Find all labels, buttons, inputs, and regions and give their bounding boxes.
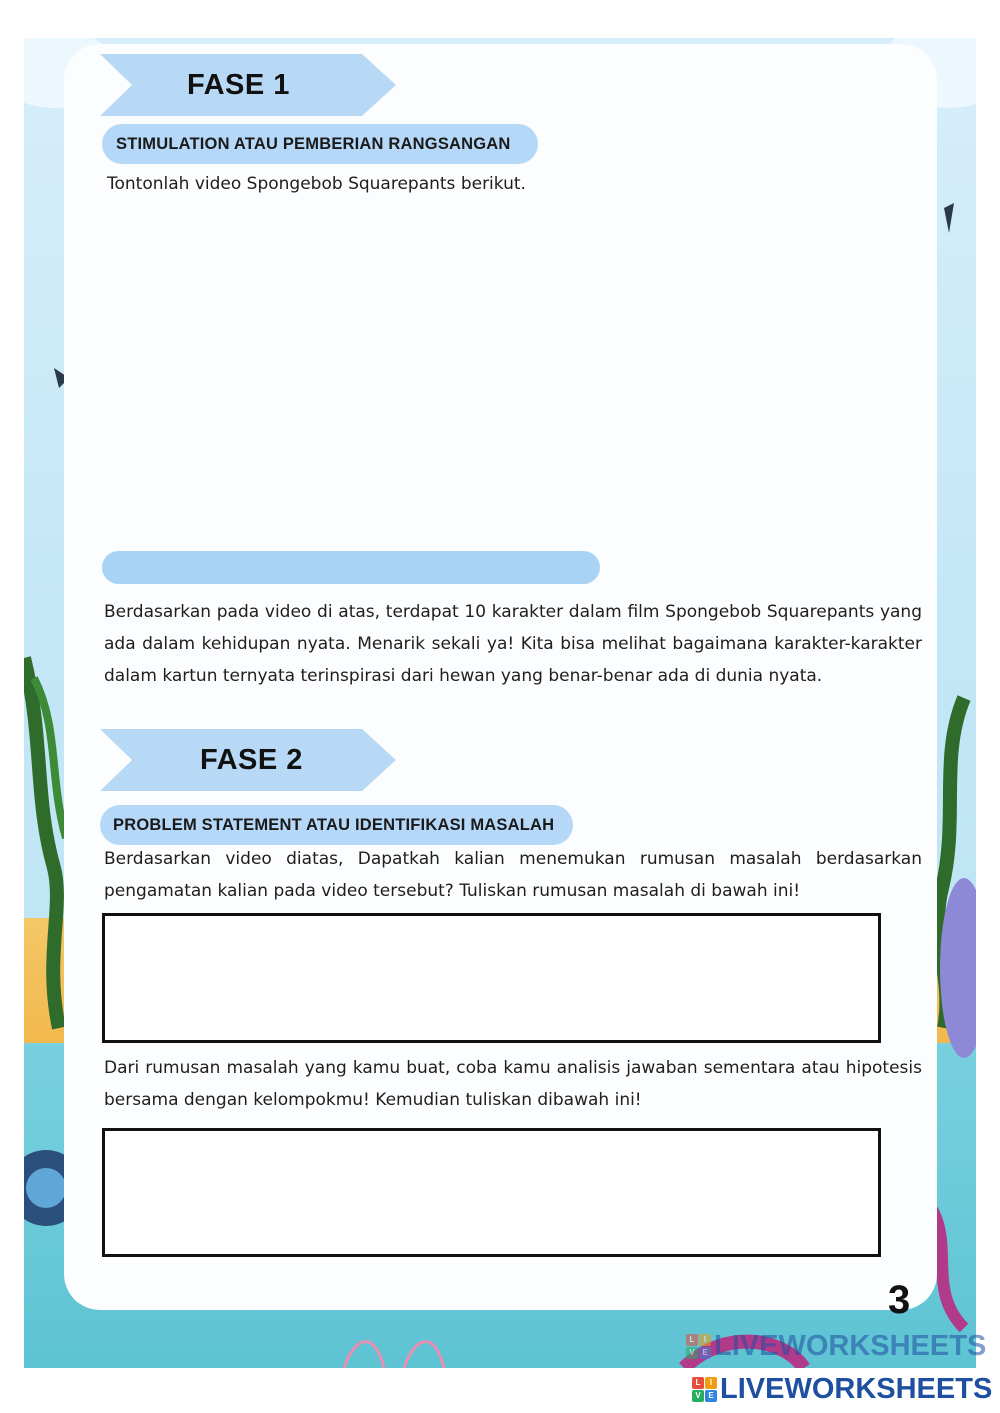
brand-logo-icon [692,1377,717,1402]
phase1-title: FASE 1 [187,69,290,101]
page-number: 3 [888,1278,911,1322]
video-embed[interactable] [104,208,924,538]
phase1-banner [100,54,396,116]
brand-logo-letter: I [699,1334,711,1346]
brand-logo-letter: V [686,1347,698,1359]
brand-logo-icon [686,1334,711,1359]
phase2-subtitle: PROBLEM STATEMENT ATAU IDENTIFIKASI MASALAH [100,805,573,845]
video-progress-bar[interactable] [102,551,600,584]
phase2-title: FASE 2 [200,744,303,776]
brand-logo-letter: I [705,1377,717,1389]
phase1-instruction: Tontonlah video Spongebob Squarepants berikut. [107,174,526,194]
phase1-subtitle: STIMULATION ATAU PEMBERIAN RANGSANGAN [102,124,538,164]
brand-name: LIVEWORKSHEETS [720,1373,993,1405]
brand-watermark [686,1330,986,1363]
phase2-question1: Berdasarkan video diatas, Dapatkah kalian menemukan rumusan masalah berdasarkan pengamatan kalian pada video tersebut? Tuliskan rumusan masalah di bawah ini! [104,849,922,901]
brand-logo-letter: E [699,1347,711,1359]
brand-logo-letter: L [686,1334,698,1346]
answer-box-problem-statement[interactable] [102,913,881,1043]
brand-logo-letter: V [692,1390,704,1402]
brand-name: LIVEWORKSHEETS [714,1330,987,1362]
answer-box-hypothesis[interactable] [102,1128,881,1257]
phase2-banner [100,729,396,791]
brand-footer[interactable] [692,1373,992,1406]
brand-logo-letter: L [692,1377,704,1389]
phase2-question2: Dari rumusan masalah yang kamu buat, coba kamu analisis jawaban sementara atau hipotesis bersama dengan kelompokmu! Kemudian tuliskan dibawah ini! [104,1058,922,1110]
phase1-paragraph: Berdasarkan pada video di atas, terdapat 10 karakter dalam film Spongebob Squarepants yang ada dalam kehidupan nyata. Menarik sekali ya! Kita bisa melihat bagaimana karakter-karakter dalam kartun ternyata terinspirasi dari hewan yang benar-benar ada di dunia nyata. [104,602,922,686]
brand-logo-letter: E [705,1390,717,1402]
